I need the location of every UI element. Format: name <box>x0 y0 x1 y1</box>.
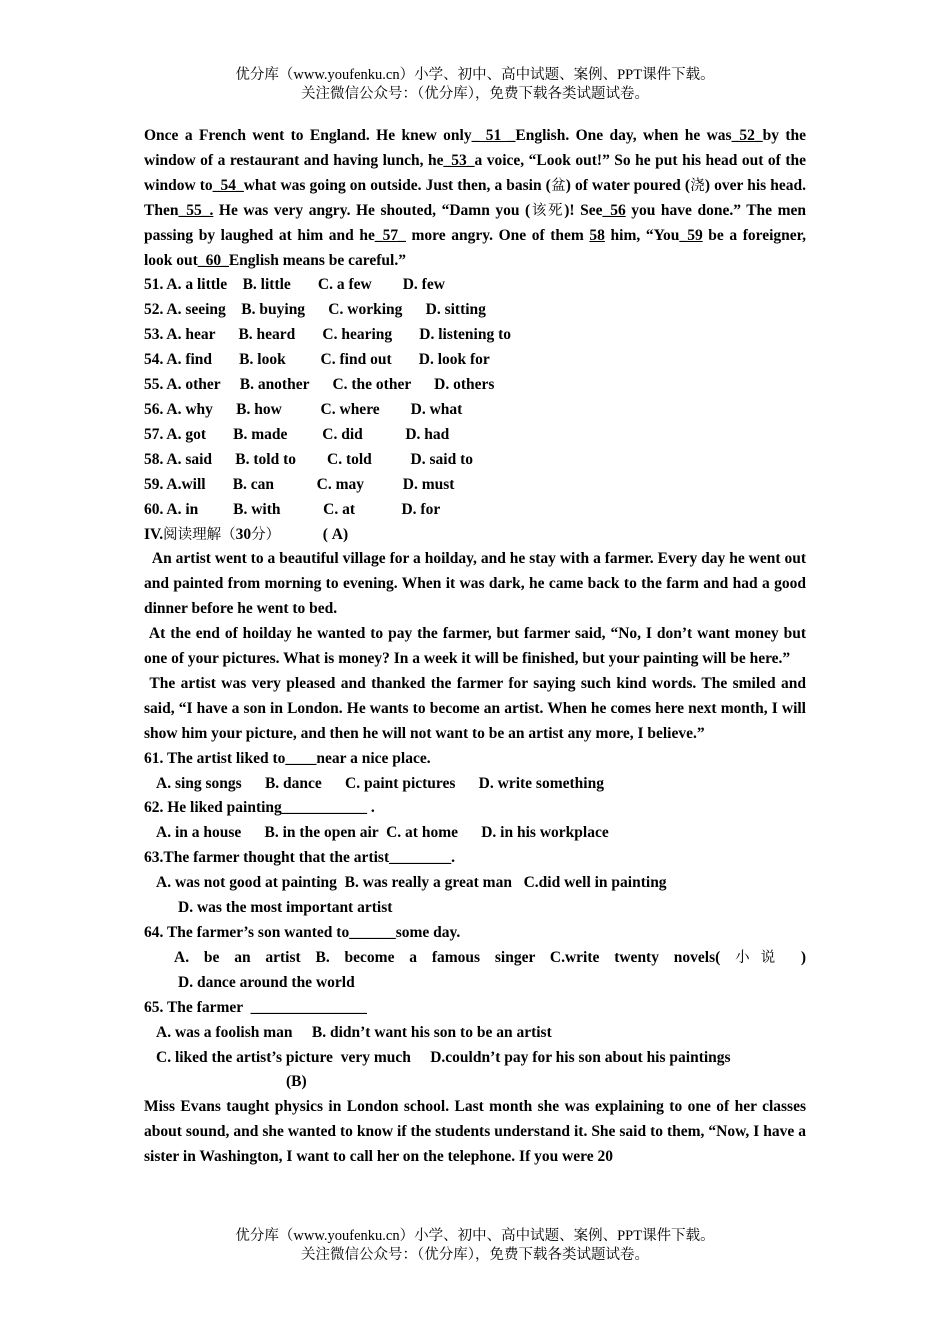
page-header <box>0 66 950 104</box>
cloze-text: a voice, “Look out!” So he put his head out of the window to <box>144 151 806 194</box>
question-62: 62. He liked painting___________ . <box>144 799 375 817</box>
blank-60: _60_ <box>197 251 229 269</box>
blank-52: _52_ <box>731 127 763 144</box>
document-body <box>144 124 810 1170</box>
question-65-options-1: A. was a foolish man B. didn’t want his son to be an artist <box>156 1023 552 1041</box>
cloze-text: English means be careful.” <box>228 251 406 269</box>
cn-gloss-damn: 该死 <box>530 202 565 219</box>
cloze-text: He was very angry. He shouted, “Damn you ( <box>213 201 531 219</box>
cloze-text: Once a French went to England. He knew only <box>144 127 472 144</box>
cn-gloss-novel: 小说 <box>735 949 787 966</box>
section-cn-unit: 分） <box>251 526 281 543</box>
cloze-text: be a foreigner, look out <box>144 226 807 269</box>
passage-a-label: ( A) <box>322 525 349 543</box>
cloze-option-56: 56. A. why B. how C. where D. what <box>144 400 463 418</box>
blank-57: _57_ <box>374 226 406 244</box>
question-65: 65. The farmer _______________ <box>144 998 367 1016</box>
cloze-option-59: 59. A.will B. can C. may D. must <box>144 475 455 493</box>
cloze-text: by the window of a restaurant and having lunch, he <box>144 127 807 169</box>
blank-54: _54_ <box>212 176 244 194</box>
question-62-options: A. in a house B. in the open air C. at home D. in his workplace <box>156 824 609 842</box>
question-61-options: A. sing songs B. dance C. paint pictures D. write something <box>156 774 604 792</box>
question-63-options: A. was not good at painting B. was really a great man C.did well in painting <box>156 874 667 892</box>
cloze-option-53: 53. A. hear B. heard C. hearing D. listening to <box>144 326 511 344</box>
blank-55: _55_. <box>178 201 214 219</box>
cloze-option-54: 54. A. find B. look C. find out D. look for <box>144 351 490 369</box>
footer-line-2: 关注微信公众号：（优分库），免费下载各类试题试卷。 <box>301 1247 649 1263</box>
cloze-text: ) over his head. Then <box>144 176 806 219</box>
question-61: 61. The artist liked to____near a nice place. <box>144 749 431 767</box>
header-line-1: 优分库（www.youfenku.cn）小学、初中、高中试题、案例、PPT课件下载。 <box>235 67 715 83</box>
passage-a-paragraph-2: At the end of hoilday he wanted to pay the farmer, but farmer said, “No, I don’t want money but one of your pictures. What is money? In a week it will be finished, but your painting will be here.” <box>144 625 810 668</box>
question-63: 63.The farmer thought that the artist________. <box>144 849 455 867</box>
cloze-text: you have done.” The men passing by laughed at him and he <box>144 201 807 244</box>
question-65-options-2: C. liked the artist’s picture very much D.couldn’t pay for his son about his paintings <box>156 1048 731 1066</box>
section-prefix: IV. <box>144 525 164 543</box>
page-footer <box>0 1227 950 1265</box>
blank-58: 58 <box>589 226 605 244</box>
cloze-text: more angry. One of them <box>405 226 584 244</box>
passage-b-label: (B) <box>286 1073 307 1091</box>
header-line-2: 关注微信公众号：（优分库），免费下载各类试题试卷。 <box>301 86 649 102</box>
cloze-text: )! See <box>564 201 603 219</box>
section-title <box>144 523 806 548</box>
cloze-text: ) of water poured ( <box>565 176 690 194</box>
passage-a-paragraph-1: An artist went to a beautiful village for a hoilday, and he stay with a farmer. Every day he went out and painted from morning to evening. When it was dark, he came back to the farm and had a good dinner before he went to bed. <box>144 550 810 618</box>
cloze-option-51: 51. A. a little B. little C. a few D. few <box>144 276 445 294</box>
section-cn-title: 阅读理解（ <box>163 526 236 543</box>
passage-b-paragraph: Miss Evans taught physics in London school. Last month she was explaining to one of her classes about sound, and she wanted to know if the students understand it. She said to them, “Now, I have a sister in Washington, I want to call her on the telephone. If you were 20 <box>144 1098 806 1166</box>
blank-53: _53_ <box>443 151 475 169</box>
question-64-options <box>144 946 806 971</box>
blank-59: _59 <box>679 226 703 244</box>
cloze-text: English. One day, when he was <box>515 127 732 144</box>
question-64: 64. The farmer’s son wanted to______some day. <box>144 924 461 941</box>
cloze-option-58: 58. A. said B. told to C. told D. said to <box>144 450 473 468</box>
cn-gloss-basin: 盆 <box>550 177 566 194</box>
question-64-option-d: D. dance around the world <box>178 973 355 991</box>
blank-51: _ 51 _ <box>471 127 516 144</box>
cloze-option-55: 55. A. other B. another C. the other D. others <box>144 376 495 394</box>
cloze-passage <box>144 124 806 273</box>
passage-a-paragraph-3: The artist was very pleased and thanked the farmer for saying such kind words. The smiled and said, “I have a son in London. He wants to become an artist. When he comes here next month, I will show him your picture, and then he will not want to be an artist any more, I believe.” <box>144 674 810 742</box>
cloze-option-52: 52. A. seeing B. buying C. working D. sitting <box>144 301 486 319</box>
cloze-text: what was going on outside. Just then, a basin ( <box>243 176 551 194</box>
footer-line-1: 优分库（www.youfenku.cn）小学、初中、高中试题、案例、PPT课件下载。 <box>235 1228 715 1244</box>
question-64-options-text: A. be an artist B. become a famous singer C.write twenty novels( <box>174 948 721 966</box>
blank-56: _56 <box>602 201 626 219</box>
question-63-option-d: D. was the most important artist <box>178 899 393 917</box>
cloze-text: him, “You <box>604 226 680 244</box>
cn-gloss-pour: 浇 <box>690 177 705 194</box>
paren-close: ) <box>800 948 807 966</box>
section-points: 30 <box>235 525 252 543</box>
cloze-option-60: 60. A. in B. with C. at D. for <box>144 500 441 518</box>
cloze-option-57: 57. A. got B. made C. did D. had <box>144 425 450 443</box>
